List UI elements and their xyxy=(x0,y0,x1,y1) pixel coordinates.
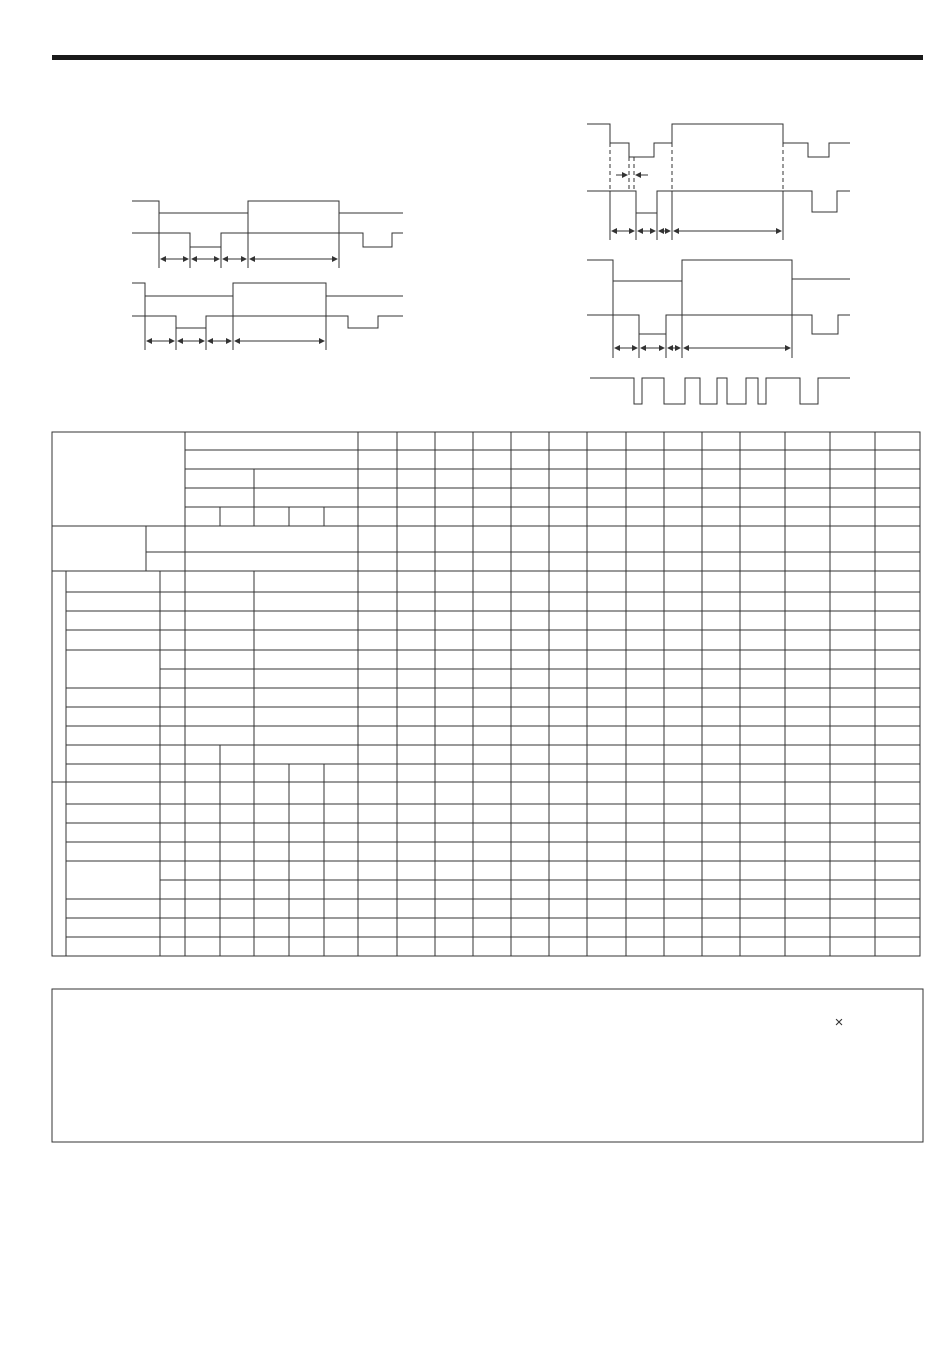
timing-diagram-left-upper xyxy=(132,201,403,268)
waveform-line xyxy=(587,260,850,281)
note-box xyxy=(52,989,923,1142)
waveform-line xyxy=(132,233,403,247)
waveform-line xyxy=(132,201,403,213)
timing-diagram-left-lower xyxy=(132,283,403,350)
waveform-line xyxy=(587,315,850,334)
note-symbol: × xyxy=(834,1014,844,1031)
waveform-line xyxy=(132,316,403,328)
table-border xyxy=(52,432,920,956)
waveform-line xyxy=(590,378,850,404)
waveform-line xyxy=(587,191,850,213)
waveform-line xyxy=(587,124,850,157)
header-rule xyxy=(52,55,923,60)
timing-diagram-right-top xyxy=(587,124,850,240)
timing-diagram-right-middle xyxy=(587,260,850,358)
data-table-grid xyxy=(52,432,920,956)
waveform-line xyxy=(132,283,403,296)
pulse-train xyxy=(590,378,850,404)
